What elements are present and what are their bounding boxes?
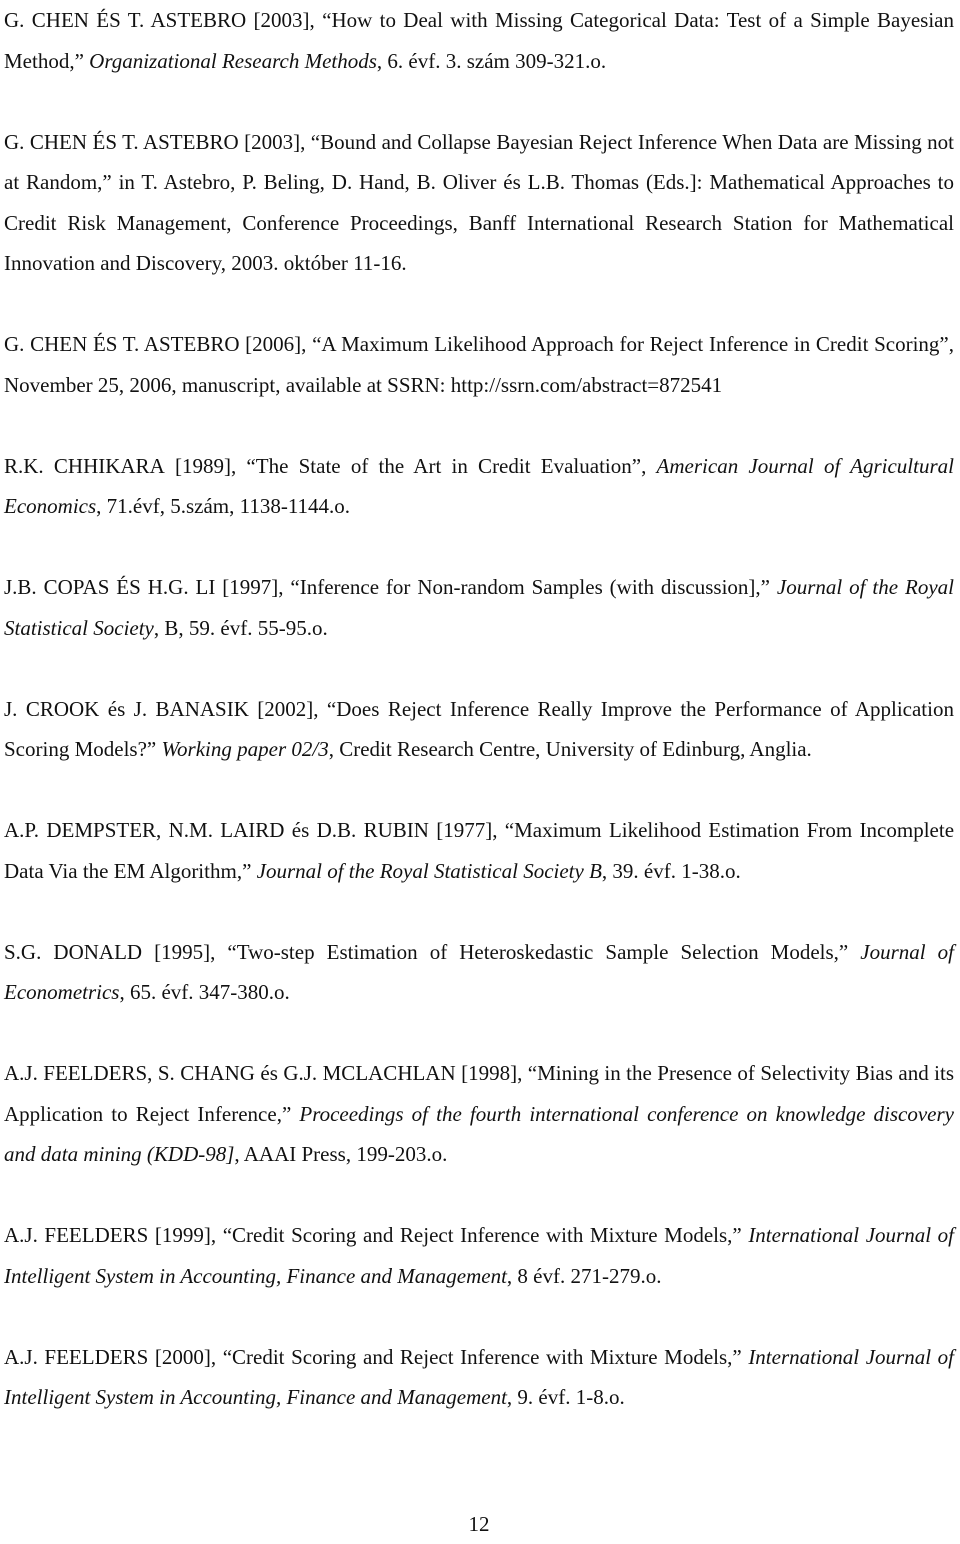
reference-text: , 9. évf. 1-8.o. <box>506 1385 625 1409</box>
author-surname: AIRD <box>233 818 285 842</box>
reference-text: J. C <box>4 696 40 721</box>
reference-entry <box>4 122 960 284</box>
reference-text: J.B. C <box>4 575 58 599</box>
publication-title: Proceedings of the fourth international conference on knowledge discovery and data mining (KDD-98] <box>4 1101 960 1166</box>
author-surname: STEBRO <box>158 332 240 356</box>
author-surname: HEN ÉS <box>44 332 118 356</box>
reference-entry <box>4 324 960 405</box>
author-surname: UBIN <box>377 818 429 842</box>
reference-text: [2003], “How to Deal with Missing Categorical Data: Test of a Simple Bayesian Method,” <box>4 8 960 73</box>
reference-text: , 39. évf. 1-38.o. <box>601 858 741 883</box>
reference-text: A.J. F <box>4 1061 55 1085</box>
author-surname: C <box>341 1061 356 1085</box>
reference-text: [1998], “Mining in the Presence of Selectivity Bias and its Application to Reject Inference,” <box>4 1061 959 1126</box>
author-surname: HHIKARA <box>67 453 165 478</box>
reference-text: [2006], “A Maximum Likelihood Approach for Reject Inference in Credit Scoring”, November 25, 2006, manuscript, available at SSRN: http://ssrn.com/abstract=872541 <box>4 332 960 397</box>
reference-text: [1997], “Inference for Non-random Samples (with discussion],” <box>215 575 777 599</box>
page-number: 12 <box>468 1512 490 1536</box>
reference-entry <box>4 1215 960 1296</box>
reference-text: T. A <box>117 332 159 356</box>
reference-entry <box>4 0 960 81</box>
author-surname: HEN ÉS <box>45 8 121 32</box>
reference-text: , Credit Research Centre, University of Edinburg, Anglia. <box>328 737 812 761</box>
reference-entry <box>4 567 960 648</box>
author-surname: EMPSTER <box>61 818 157 842</box>
reference-text: , 71.évf, 5.szám, 1138-1144.o. <box>96 494 351 518</box>
author-surname: ROOK <box>39 696 100 721</box>
publication-title: Organizational Research Methods <box>89 48 377 73</box>
reference-text: [1977], “Maximum Likelihood Estimation From Incomplete Data Via the EM Algorithm,” <box>4 818 960 883</box>
reference-entry <box>4 689 960 770</box>
author-surname: HEN ÉS <box>43 129 118 154</box>
reference-list <box>4 0 960 1418</box>
author-surname: HANG <box>194 1061 255 1085</box>
reference-text: , B, 59. évf. 55-95.o. <box>153 615 328 640</box>
author-surname: ONALD <box>68 939 143 964</box>
publication-title: Journal of the Royal Statistical Society B <box>256 858 602 883</box>
publication-title: American Journal of Agricultural Economics <box>4 453 960 518</box>
reference-text: T. A <box>117 129 159 154</box>
reference-text: , 8 évf. 271-279.o. <box>506 1263 662 1288</box>
reference-text: és D.B. R <box>284 818 378 842</box>
publication-title: International Journal of Intelligent System in Accounting, Finance and Management <box>4 1344 960 1409</box>
author-surname: EELDERS <box>54 1061 148 1085</box>
reference-text: G. C <box>4 332 45 356</box>
reference-text: H.G. L <box>140 575 209 599</box>
reference-text: A.J. F <box>4 1344 57 1369</box>
author-surname: EELDERS <box>56 1344 149 1369</box>
reference-text: R.K. C <box>4 453 68 478</box>
reference-entry <box>4 446 960 527</box>
author-surname: I <box>208 575 216 599</box>
reference-text: , N.M. L <box>156 818 234 842</box>
author-surname: STEBRO <box>165 8 247 32</box>
reference-text: L <box>355 1061 369 1085</box>
reference-text: , 65. évf. 347-380.o. <box>119 980 290 1004</box>
author-surname: EELDERS <box>56 1223 149 1247</box>
reference-text: G. C <box>4 8 46 32</box>
reference-text: G. C <box>4 129 44 154</box>
author-surname: ACHLAN <box>368 1061 456 1085</box>
reference-entry <box>4 1337 960 1418</box>
reference-text: , S. C <box>147 1061 195 1085</box>
reference-text: [1989], “The State of the Art in Credit Evaluation”, <box>164 453 657 478</box>
reference-text: [1995], “Two-step Estimation of Heteroskedastic Sample Selection Models,” <box>142 939 861 964</box>
author-surname: ANASIK <box>169 696 249 721</box>
reference-text: T. A <box>120 8 166 32</box>
reference-entry <box>4 1053 960 1175</box>
publication-title: Working paper 02/3 <box>161 737 329 761</box>
publication-title: Journal of the Royal Statistical Society <box>4 575 960 640</box>
reference-text: és J. B <box>99 696 170 721</box>
reference-entry <box>4 932 960 1013</box>
publication-title: International Journal of Intelligent System in Accounting, Finance and Management <box>4 1223 960 1288</box>
author-surname: STEBRO <box>158 129 239 154</box>
reference-text: A.J. F <box>4 1223 57 1247</box>
author-surname: OPAS ÉS <box>57 575 141 599</box>
reference-text: , AAAI Press, 199-203.o. <box>234 1142 448 1166</box>
publication-title: Journal of Econometrics <box>4 939 960 1004</box>
reference-entry <box>4 810 960 891</box>
reference-text: [2000], “Credit Scoring and Reject Inference with Mixture Models,” <box>148 1344 749 1369</box>
reference-text: [1999], “Credit Scoring and Reject Inference with Mixture Models,” <box>148 1223 749 1247</box>
reference-text: , 6. évf. 3. szám 309-321.o. <box>376 48 607 73</box>
reference-text: [2003], “Bound and Collapse Bayesian Reject Inference When Data are Missing not at Random,” in T. Astebro, P. Beling, D. Hand, B. Oliver és L.B. Thomas (Eds.]: Mathematical Approaches to Credit Risk Management, Conference Proceedings, Banff International Research Station for Mathematical Innovation and Discovery, 2003. október 11-16. <box>4 129 960 275</box>
reference-text: [2002], “Does Reject Inference Really Improve the Performance of Application Scoring Models?” <box>4 696 960 761</box>
document-page <box>4 0 960 1536</box>
reference-text: A.P. D <box>4 818 62 842</box>
reference-text: S.G. D <box>4 939 69 964</box>
reference-text: és G.J. M <box>254 1061 342 1085</box>
